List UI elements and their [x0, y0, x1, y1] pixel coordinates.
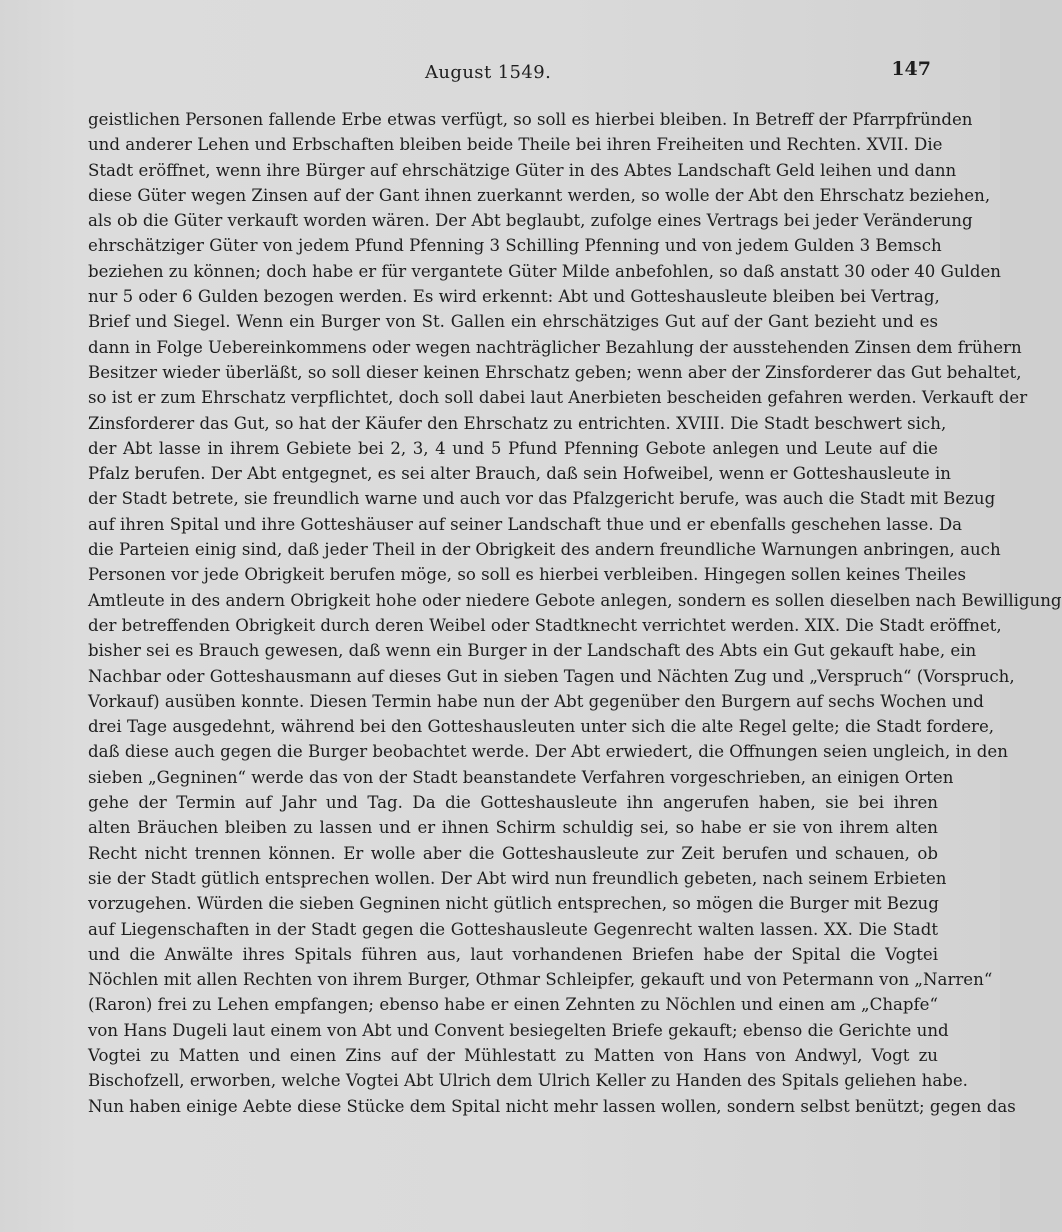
text-line: diese Güter wegen Zinsen auf der Gant ihnen zuerkannt werden, so wolle der Abt den Ehrschatz beziehen, — [88, 185, 991, 205]
text-line: sie der Stadt gütlich entsprechen wollen. Der Abt wird nun freundlich gebeten, nach seinem Erbieten — [88, 868, 947, 888]
text-line: Brief und Siegel. Wenn ein Burger von St. Gallen ein ehrschätziges Gut auf der Gant bezieht und es — [88, 312, 938, 332]
text-line: und anderer Lehen und Erbschaften bleiben beide Theile bei ihren Freiheiten und Rechten. XVII. Die — [88, 135, 943, 155]
text-line: Nachbar oder Gotteshausmann auf dieses Gut in sieben Tagen und Nächten Zug und „Verspruch“ (Vorspruch, — [88, 666, 1015, 686]
page-header — [90, 58, 935, 90]
text-line: die Parteien einig sind, daß jeder Theil in der Obrigkeit des andern freundliche Warnungen anbringen, auch — [88, 540, 1001, 560]
text-line: so ist er zum Ehrschatz verpflichtet, doch soll dabei laut Anerbieten bescheiden gefahren werden. Verkauft der — [88, 388, 1028, 408]
text-line: und die Anwälte ihres Spitals führen aus, laut vorhandenen Briefen habe der Spital die Vogtei — [88, 944, 938, 964]
text-line: der betreffenden Obrigkeit durch deren Weibel oder Stadtknecht verrichtet werden. XIX. Die Stadt eröffnet, — [88, 615, 1002, 635]
text-line: bisher sei es Brauch gewesen, daß wenn ein Burger in der Landschaft des Abts ein Gut gekauft habe, ein — [88, 641, 977, 661]
text-line: Personen vor jede Obrigkeit berufen möge, so soll es hierbei verbleiben. Hingegen sollen keines Theiles — [88, 565, 966, 585]
text-line: drei Tage ausgedehnt, während bei den Gotteshausleuten unter sich die alte Regel gelte; die Stadt fordere, — [88, 717, 995, 737]
text-line: sieben „Gegninen“ werde das von der Stadt beanstandete Verfahren vorgeschrieben, an einigen Orten — [88, 767, 954, 787]
text-line: Amtleute in des andern Obrigkeit hohe oder niedere Gebote anlegen, sondern es sollen dieselben nach Bewilligung — [88, 590, 1062, 610]
text-line: Stadt eröffnet, wenn ihre Bürger auf ehrschätzige Güter in des Abtes Landschaft Geld leihen und dann — [88, 160, 957, 180]
text-line: Besitzer wieder überläßt, so soll dieser keinen Ehrschatz geben; wenn aber der Zinsforderer das Gut behaltet, — [88, 362, 1022, 382]
text-line: (Raron) frei zu Lehen empfangen; ebenso habe er einen Zehnten zu Nöchlen und einen am „Chapfe“ — [88, 995, 938, 1015]
text-line: dann in Folge Uebereinkommens oder wegen nachträglicher Bezahlung der ausstehenden Zinsen dem frühern — [88, 337, 1022, 357]
page-number: 147 — [891, 58, 931, 80]
text-line: auf Liegenschaften in der Stadt gegen die Gotteshausleute Gegenrecht walten lassen. XX. Die Stadt — [88, 919, 938, 939]
text-line: Nun haben einige Aebte diese Stücke dem Spital nicht mehr lassen wollen, sondern selbst benützt; gegen das — [88, 1096, 1016, 1116]
text-line: Recht nicht trennen können. Er wolle aber die Gotteshausleute zur Zeit berufen und schauen, ob — [88, 843, 938, 863]
text-line: daß diese auch gegen die Burger beobachtet werde. Der Abt erwiedert, die Offnungen seien ungleich, in den — [88, 742, 1008, 762]
text-line: auf ihren Spital und ihre Gotteshäuser auf seiner Landschaft thue und er ebenfalls geschehen lasse. Da — [88, 514, 963, 534]
text-line: Vogtei zu Matten und einen Zins auf der Mühlestatt zu Matten von Hans von Andwyl, Vogt zu — [88, 1045, 938, 1065]
text-line: der Stadt betrete, sie freundlich warne und auch vor das Pfalzgericht berufe, was auch die Stadt mit Bezug — [88, 489, 996, 509]
text-line: beziehen zu können; doch habe er für vergantete Güter Milde anbefohlen, so daß anstatt 30 oder 40 Gulden — [88, 261, 1001, 281]
text-line: als ob die Güter verkauft worden wären. Der Abt beglaubt, zufolge eines Vertrags bei jeder Veränderung — [88, 211, 973, 231]
text-line: vorzugehen. Würden die sieben Gegninen nicht gütlich entsprechen, so mögen die Burger mit Bezug — [88, 894, 939, 914]
text-line: ehrschätziger Güter von jedem Pfund Pfenning 3 Schilling Pfenning und von jedem Gulden 3 Bemsch — [88, 236, 942, 256]
text-line: Zinsforderer das Gut, so hat der Käufer den Ehrschatz zu entrichten. XVIII. Die Stadt beschwert sich, — [88, 413, 947, 433]
text-line: alten Bräuchen bleiben zu lassen und er ihnen Schirm schuldig sei, so habe er sie von ihrem alten — [88, 818, 938, 838]
text-line: der Abt lasse in ihrem Gebiete bei 2, 3, 4 und 5 Pfund Pfenning Gebote anlegen und Leute auf die — [88, 438, 938, 458]
running-title: August 1549. — [425, 62, 552, 83]
text-line: von Hans Dugeli laut einem von Abt und Convent besiegelten Briefe gekauft; ebenso die Gerichte und — [88, 1020, 949, 1040]
text-line: Nöchlen mit allen Rechten von ihrem Burger, Othmar Schleipfer, gekauft und von Petermann von „Narren“ — [88, 970, 993, 990]
text-line: geistlichen Personen fallende Erbe etwas verfügt, so soll es hierbei bleiben. In Betreff der Pfarrpfründen — [88, 110, 973, 129]
text-line: gehe der Termin auf Jahr und Tag. Da die Gotteshausleute ihn angerufen haben, sie bei ihren — [88, 793, 938, 813]
text-line: Pfalz berufen. Der Abt entgegnet, es sei alter Brauch, daß sein Hofweibel, wenn er Gotteshausleute in — [88, 464, 951, 484]
text-line: Vorkauf) ausüben konnte. Diesen Termin habe nun der Abt gegenüber den Burgern auf sechs Wochen und — [88, 691, 984, 711]
body-text — [88, 107, 1062, 1119]
text-line: Bischofzell, erworben, welche Vogtei Abt Ulrich dem Ulrich Keller zu Handen des Spitals geliehen habe. — [88, 1071, 968, 1091]
text-line: nur 5 oder 6 Gulden bezogen werden. Es wird erkennt: Abt und Gotteshausleute bleiben bei Vertrag, — [88, 287, 940, 307]
